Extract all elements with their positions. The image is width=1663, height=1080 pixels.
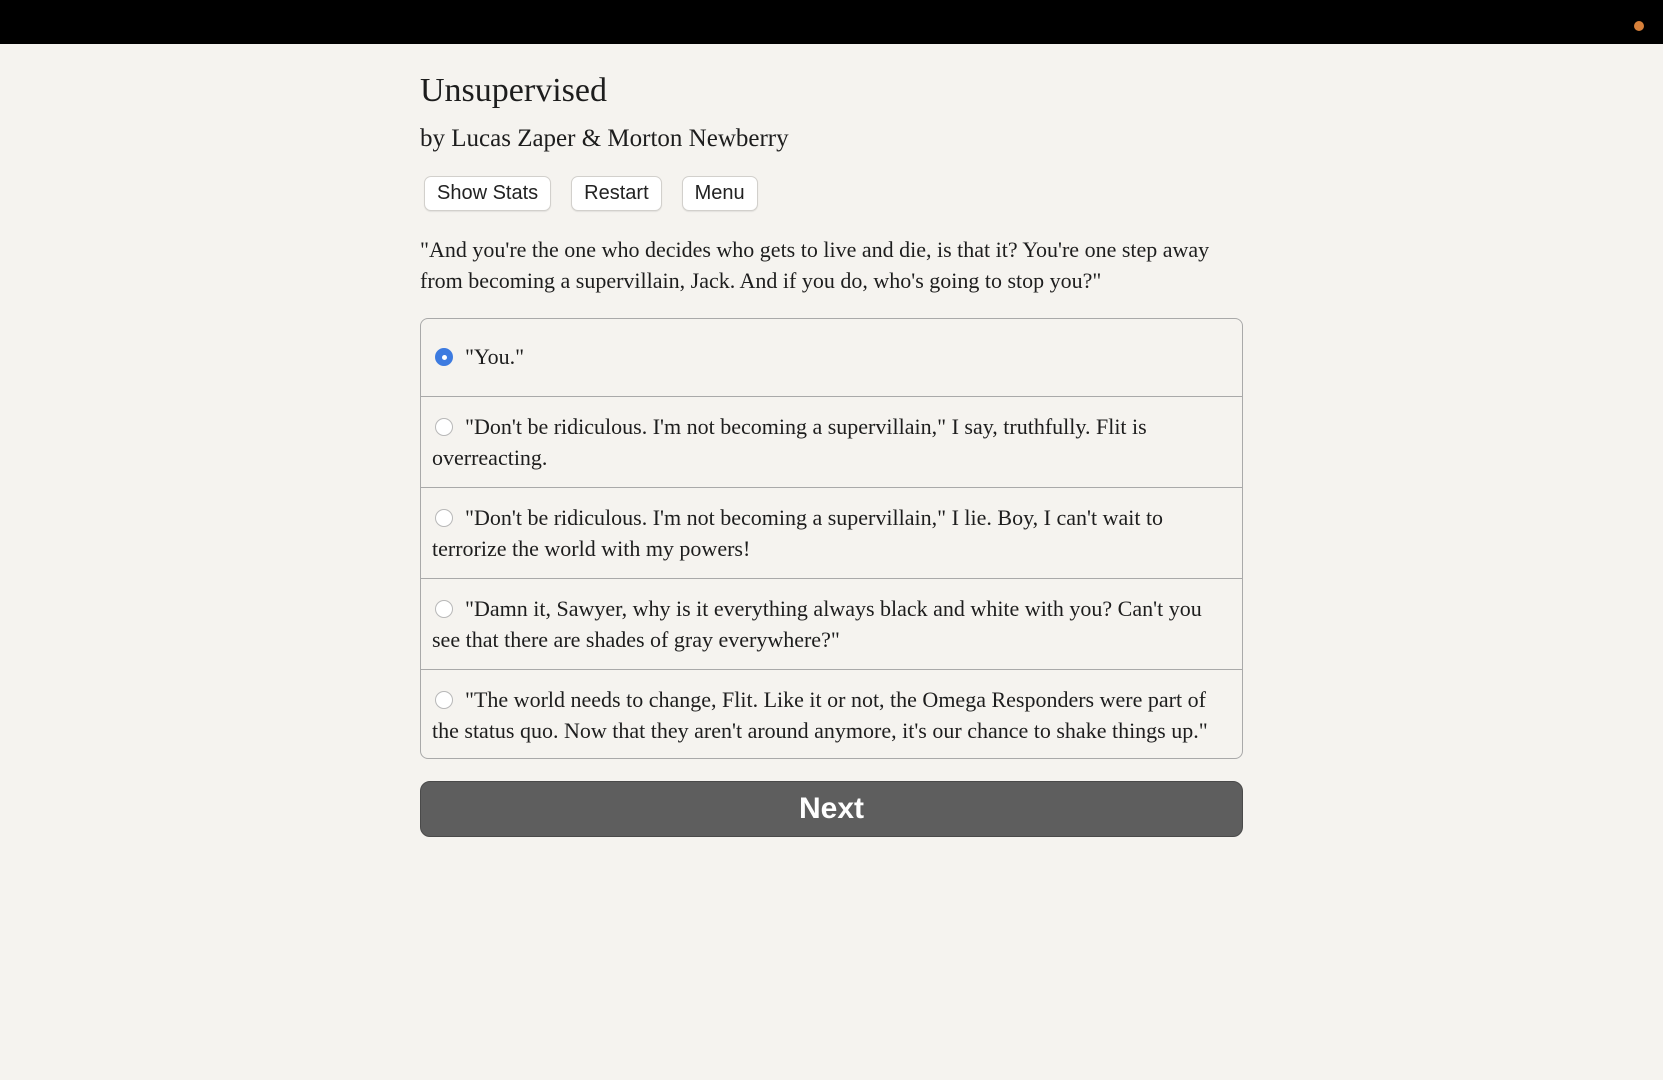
author-byline: by Lucas Zaper & Morton Newberry — [420, 125, 789, 152]
choice-option[interactable] — [421, 396, 1242, 487]
menu-button[interactable]: Menu — [682, 176, 758, 211]
radio-icon[interactable] — [435, 509, 453, 527]
next-button[interactable]: Next — [420, 781, 1243, 837]
choice-option[interactable] — [421, 669, 1242, 758]
radio-selected-icon[interactable] — [435, 348, 453, 366]
show-stats-button[interactable]: Show Stats — [424, 176, 551, 211]
choice-text: "Don't be ridiculous. I'm not becoming a supervillain," I say, truthfully. Flit is overreacting. — [432, 414, 1147, 470]
choice-text: "Don't be ridiculous. I'm not becoming a supervillain," I lie. Boy, I can't wait to terrorize the world with my powers! — [432, 505, 1164, 561]
header-buttons — [420, 176, 1243, 214]
choice-option[interactable] — [421, 578, 1242, 669]
choice-option[interactable] — [421, 487, 1242, 578]
restart-button[interactable]: Restart — [571, 176, 661, 211]
story-prompt: "And you're the one who decides who gets to live and die, is that it? You're one step away from becoming a supervillain, Jack. And if you do, who's going to stop you?" — [420, 237, 1210, 293]
choice-text: "You." — [465, 344, 525, 369]
choice-text: "The world needs to change, Flit. Like it or not, the Omega Responders were part of the status quo. Now that they aren't around anymore, it's our chance to shake things up." — [432, 687, 1208, 743]
radio-icon[interactable] — [435, 418, 453, 436]
radio-icon[interactable] — [435, 600, 453, 618]
top-bar — [0, 0, 1663, 44]
radio-icon[interactable] — [435, 691, 453, 709]
choice-list — [420, 318, 1243, 759]
choice-option[interactable] — [421, 319, 1242, 396]
main-content — [420, 44, 1243, 837]
recording-indicator-icon — [1634, 21, 1644, 31]
game-title: Unsupervised — [420, 72, 607, 109]
choice-text: "Damn it, Sawyer, why is it everything always black and white with you? Can't you see that there are shades of gray everywhere?" — [432, 596, 1202, 652]
